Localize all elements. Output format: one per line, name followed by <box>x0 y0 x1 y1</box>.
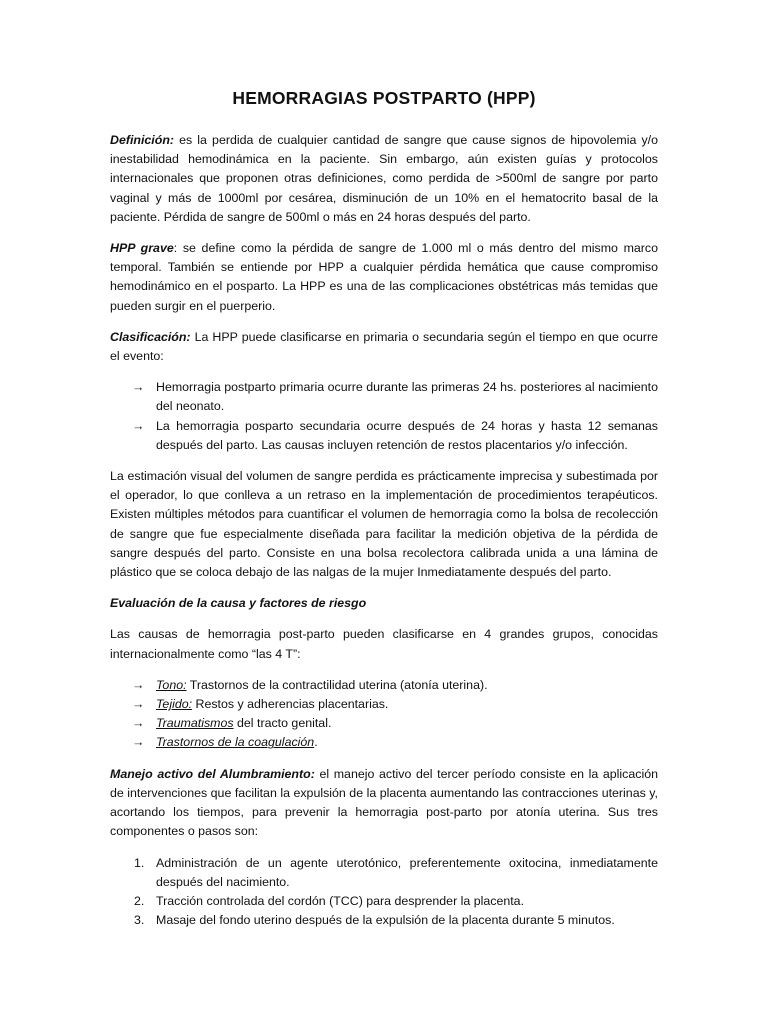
page-title: HEMORRAGIAS POSTPARTO (HPP) <box>232 88 536 108</box>
four-t-text: . <box>314 735 318 750</box>
list-item <box>110 714 658 733</box>
step-number: 3. <box>134 913 145 928</box>
hpp-grave-label: HPP grave <box>110 241 174 256</box>
definicion-label: Definición: <box>110 133 175 147</box>
list-item <box>110 733 658 752</box>
step-number: 1. <box>134 855 145 870</box>
arrow-bullet-icon: → <box>132 735 145 750</box>
four-t-term: Tono: <box>156 677 187 692</box>
four-t-text: del tracto genital. <box>233 716 332 731</box>
definicion-text: es la perdida de cualquier cantidad de sangre que cause signos de hipovolemia y/o inestabilidad hemodinámica en la paciente. Sin embargo, aún existen guías y protocolos internacionales que proponen otras definiciones, como perdida de >500ml de sangre por parto vaginal y más de 1000ml por cesárea, disminución de un 10% en el hematocrito basal de la paciente. Pérdida de sangre de 500ml o más en 24 horas después del parto. <box>110 133 658 224</box>
definicion-paragraph <box>110 131 658 227</box>
four-t-text: Restos y adherencias placentarias. <box>192 697 389 712</box>
list-item <box>110 695 658 714</box>
manejo-paragraph <box>110 765 658 842</box>
list-item <box>110 911 658 930</box>
arrow-bullet-icon: → <box>132 697 145 712</box>
estimacion-paragraph: La estimación visual del volumen de sangre perdida es prácticamente imprecisa y subestimada por el operador, lo que conlleva a un retraso en la implementación de procedimientos terapéuticos. Existen múltiples métodos para cuantificar el volumen de hemorragia como la bolsa de recolección de sangre que fue especialmente diseñada para facilitar la medición objetiva de la pérdida de sangre después del parto. Consiste en una bolsa recolectora calibrada unida a una lámina de plástico que se coloca debajo de las nalgas de la mujer Inmediatamente después del parto. <box>110 469 658 580</box>
list-item <box>110 892 658 911</box>
clasificacion-label: Clasificación: <box>110 329 191 344</box>
list-item <box>110 676 658 695</box>
step-text: Tracción controlada del cordón (TCC) para desprender la placenta. <box>156 893 525 908</box>
list-item <box>110 854 658 892</box>
clasificacion-list <box>110 378 658 455</box>
step-text: Masaje del fondo uterino después de la expulsión de la placenta durante 5 minutos. <box>156 913 615 928</box>
manejo-label: Manejo activo del Alumbramiento: <box>110 766 315 781</box>
arrow-bullet-icon: → <box>132 418 145 433</box>
arrow-bullet-icon: → <box>132 380 145 395</box>
arrow-bullet-icon: → <box>132 677 145 692</box>
clasificacion-item-text: La hemorragia posparto secundaria ocurre después de 24 horas y hasta 12 semanas después del parto. Las causas incluyen retención de restos placentarios y/o infección. <box>156 418 658 452</box>
four-t-term: Traumatismos <box>156 716 234 731</box>
evaluacion-heading: Evaluación de la causa y factores de riesgo <box>110 596 367 611</box>
hpp-grave-text: : se define como la pérdida de sangre de 1.000 ml o más dentro del mismo marco temporal. También se entiende por HPP a cualquier pérdida hemática que cause compromiso hemodinámico en el posparto. La HPP es una de las complicaciones obstétricas más temidas que pueden surgir en el puerperio. <box>110 241 658 313</box>
step-text: Administración de un agente uterotónico, preferentemente oxitocina, inmediatamente después del nacimiento. <box>156 855 658 889</box>
arrow-bullet-icon: → <box>132 716 145 731</box>
clasificacion-item-text: Hemorragia postparto primaria ocurre durante las primeras 24 hs. posteriores al nacimiento del neonato. <box>156 380 658 414</box>
step-number: 2. <box>134 893 145 908</box>
four-t-text: Trastornos de la contractilidad uterina (atonía uterina). <box>186 677 488 692</box>
clasificacion-paragraph <box>110 328 658 366</box>
manejo-text: el manejo activo del tercer período consiste en la aplicación de intervenciones que facilitan la expulsión de la placenta aumentando las contracciones uterinas y, acortando los tiempos, para prevenir la hemorragia post-parto por atonía uterina. Sus tres componentes o pasos son: <box>110 766 658 839</box>
four-t-term: Trastornos de la coagulación <box>156 735 315 750</box>
clasificacion-text: La HPP puede clasificarse en primaria o secundaria según el tiempo en que ocurre el evento: <box>110 329 658 364</box>
hpp-grave-paragraph <box>110 239 658 316</box>
evaluacion-intro: Las causas de hemorragia post-parto pueden clasificarse en 4 grandes grupos, conocidas internacionalmente como “las 4 T”: <box>110 627 658 661</box>
manejo-steps-list <box>110 854 658 931</box>
list-item <box>110 417 658 455</box>
four-t-list <box>110 676 658 753</box>
four-t-term: Tejido: <box>156 697 193 712</box>
list-item <box>110 378 658 416</box>
